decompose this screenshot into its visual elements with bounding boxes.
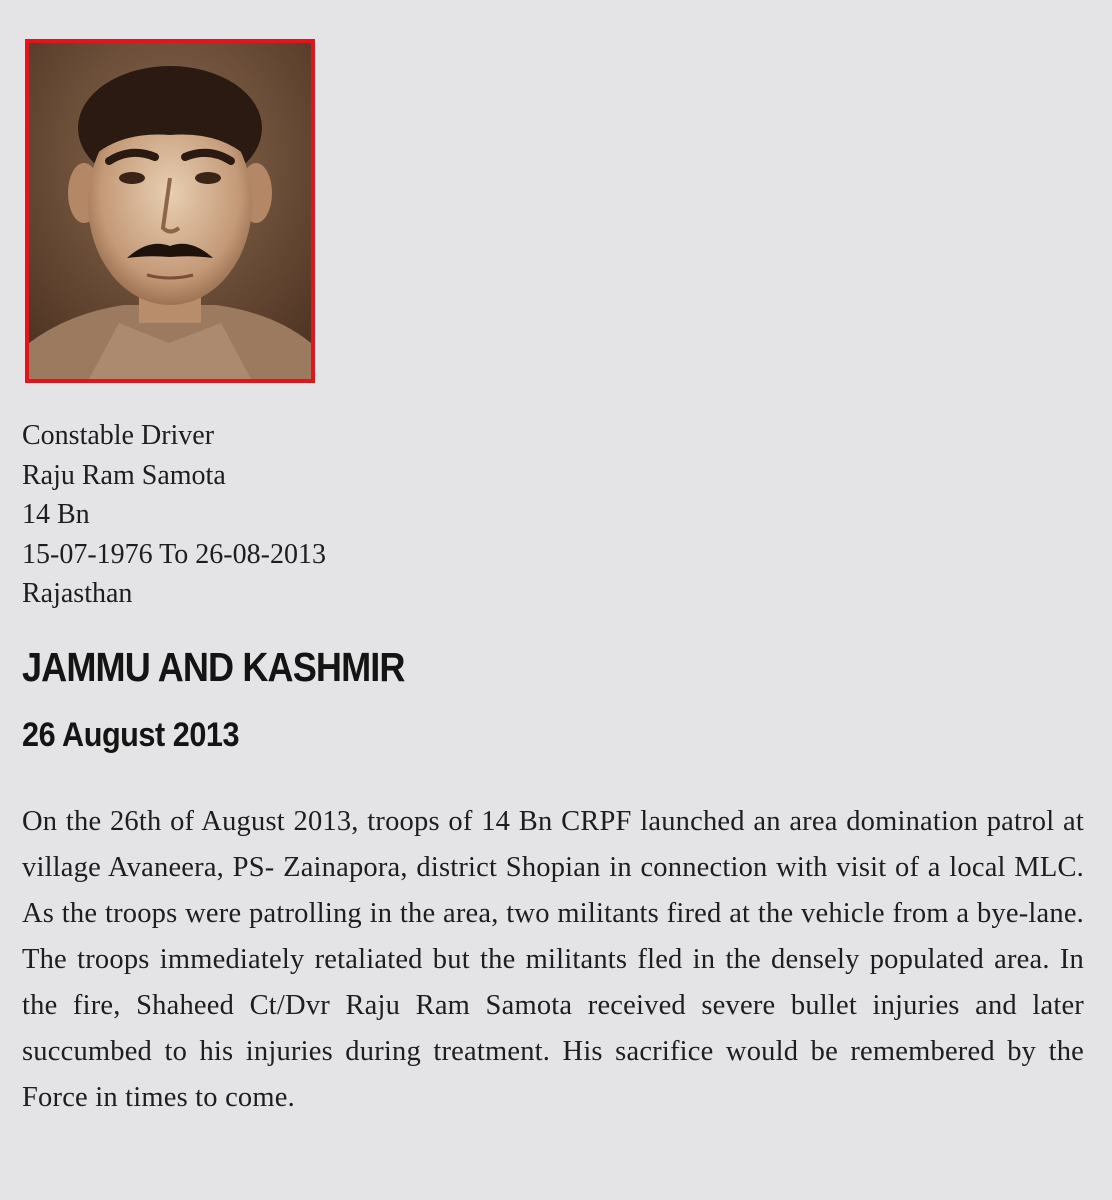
event-date-heading: 26 August 2013 — [22, 716, 240, 754]
incident-narrative: On the 26th of August 2013, troops of 14 Bn CRPF launched an area domination patrol at village Avaneera, PS- Zainapora, district Shopian in connection with visit of a local MLC. As the troops were patrolling in the area, two militants fired at the vehicle from a bye-lane. The troops immediately retaliated but the militants fled in the densely populated area. In the fire, Shaheed Ct/Dvr Raju Ram Samota received severe bullet injuries and later succumbed to his injuries during treatment. His sacrifice would be remembered by the Force in times to come. — [22, 806, 1084, 1113]
state-text: Rajasthan — [22, 578, 133, 609]
portrait-photo — [25, 39, 315, 383]
portrait-image — [29, 43, 311, 379]
name-text: Raju Ram Samota — [22, 459, 226, 491]
lifespan-text: 15-07-1976 To 26-08-2013 — [22, 538, 326, 570]
personnel-details — [22, 416, 326, 614]
region-heading: JAMMU AND KASHMIR — [22, 644, 405, 690]
battalion-text: 14 Bn — [22, 499, 90, 530]
rank-text: Constable Driver — [22, 420, 215, 451]
